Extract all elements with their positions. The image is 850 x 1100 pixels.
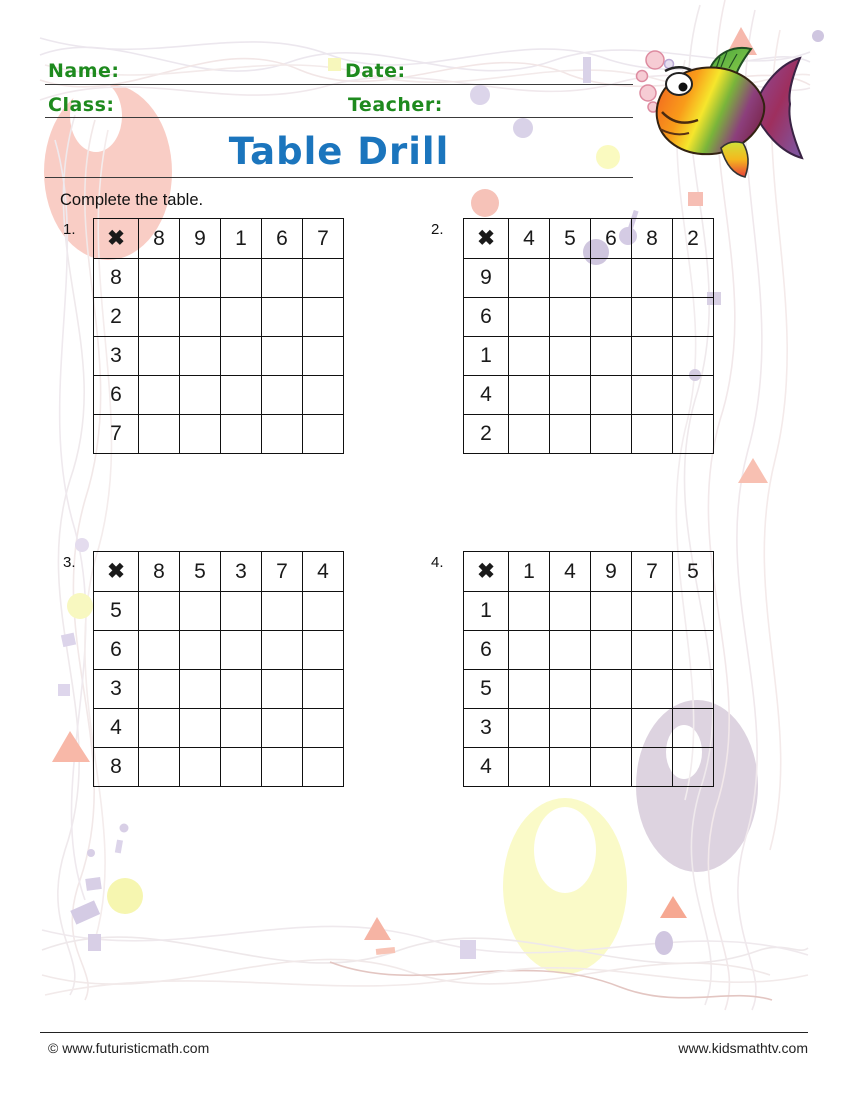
answer-cell[interactable]: [632, 670, 673, 709]
col-header-cell: 8: [139, 219, 180, 259]
answer-cell[interactable]: [673, 592, 714, 631]
answer-cell[interactable]: [221, 592, 262, 631]
answer-cell[interactable]: [550, 376, 591, 415]
answer-cell[interactable]: [591, 592, 632, 631]
drill-table-3: [93, 551, 344, 787]
answer-cell[interactable]: [673, 337, 714, 376]
times-symbol: ✖: [94, 219, 139, 259]
row-header-cell: 3: [464, 709, 509, 748]
answer-cell[interactable]: [591, 415, 632, 454]
answer-cell[interactable]: [139, 631, 180, 670]
answer-cell[interactable]: [673, 415, 714, 454]
answer-cell[interactable]: [550, 259, 591, 298]
row-header-cell: 1: [464, 592, 509, 631]
col-header-cell: 7: [632, 552, 673, 592]
answer-cell[interactable]: [180, 709, 221, 748]
answer-cell[interactable]: [139, 415, 180, 454]
row-header-cell: 6: [464, 631, 509, 670]
instruction-text: Complete the table.: [60, 191, 204, 209]
page-title: Table Drill: [228, 130, 450, 173]
footer-right-credit: www.kidsmathtv.com: [678, 1040, 808, 1056]
row-header-cell: 8: [94, 259, 139, 298]
answer-cell[interactable]: [303, 670, 344, 709]
answer-cell[interactable]: [509, 415, 550, 454]
class-label: Class:: [48, 94, 115, 116]
answer-cell[interactable]: [303, 415, 344, 454]
answer-cell[interactable]: [509, 337, 550, 376]
answer-cell[interactable]: [550, 337, 591, 376]
times-symbol: ✖: [464, 552, 509, 592]
answer-cell[interactable]: [303, 748, 344, 787]
col-header-cell: 6: [591, 219, 632, 259]
answer-cell[interactable]: [180, 631, 221, 670]
answer-cell[interactable]: [509, 631, 550, 670]
number-zero-balloons: [44, 80, 758, 974]
answer-cell[interactable]: [221, 670, 262, 709]
col-header-cell: 8: [632, 219, 673, 259]
answer-cell[interactable]: [591, 376, 632, 415]
col-header-cell: 2: [673, 219, 714, 259]
answer-cell[interactable]: [591, 298, 632, 337]
answer-cell[interactable]: [632, 259, 673, 298]
answer-cell[interactable]: [632, 337, 673, 376]
row-header-cell: 3: [94, 337, 139, 376]
worksheet-number-4: 4.: [431, 554, 444, 571]
answer-cell[interactable]: [221, 259, 262, 298]
answer-cell[interactable]: [673, 631, 714, 670]
answer-cell[interactable]: [139, 337, 180, 376]
row-header-cell: 4: [464, 376, 509, 415]
answer-cell[interactable]: [550, 592, 591, 631]
teacher-label: Teacher:: [348, 94, 443, 116]
answer-cell[interactable]: [139, 376, 180, 415]
answer-cell[interactable]: [180, 376, 221, 415]
answer-cell[interactable]: [591, 670, 632, 709]
answer-cell[interactable]: [550, 415, 591, 454]
answer-cell[interactable]: [139, 259, 180, 298]
answer-cell[interactable]: [591, 631, 632, 670]
row-header-cell: 4: [94, 709, 139, 748]
fish-illustration: [624, 40, 814, 182]
times-symbol: ✖: [464, 219, 509, 259]
answer-cell[interactable]: [673, 670, 714, 709]
name-label: Name:: [48, 60, 120, 82]
answer-cell[interactable]: [221, 631, 262, 670]
answer-cell[interactable]: [591, 748, 632, 787]
answer-cell[interactable]: [550, 298, 591, 337]
drill-table-4: [463, 551, 714, 787]
row-header-cell: 2: [94, 298, 139, 337]
answer-cell[interactable]: [262, 337, 303, 376]
answer-cell[interactable]: [221, 748, 262, 787]
answer-cell[interactable]: [632, 748, 673, 787]
answer-cell[interactable]: [221, 709, 262, 748]
answer-cell[interactable]: [180, 337, 221, 376]
answer-cell[interactable]: [262, 592, 303, 631]
answer-cell[interactable]: [509, 298, 550, 337]
answer-cell[interactable]: [550, 670, 591, 709]
col-header-cell: 9: [180, 219, 221, 259]
answer-cell[interactable]: [673, 748, 714, 787]
answer-cell[interactable]: [221, 298, 262, 337]
answer-cell[interactable]: [262, 415, 303, 454]
answer-cell[interactable]: [591, 709, 632, 748]
answer-cell[interactable]: [550, 631, 591, 670]
answer-cell[interactable]: [632, 631, 673, 670]
answer-cell[interactable]: [221, 415, 262, 454]
answer-cell[interactable]: [632, 415, 673, 454]
col-header-cell: 4: [509, 219, 550, 259]
answer-cell[interactable]: [180, 259, 221, 298]
row-header-cell: 6: [94, 376, 139, 415]
answer-cell[interactable]: [303, 298, 344, 337]
answer-cell[interactable]: [221, 337, 262, 376]
answer-cell[interactable]: [673, 376, 714, 415]
col-header-cell: 5: [180, 552, 221, 592]
row-header-cell: 5: [94, 592, 139, 631]
worksheet-number-1: 1.: [63, 221, 76, 238]
answer-cell[interactable]: [673, 298, 714, 337]
answer-cell[interactable]: [303, 592, 344, 631]
times-symbol: ✖: [94, 552, 139, 592]
answer-cell[interactable]: [591, 259, 632, 298]
answer-cell[interactable]: [139, 670, 180, 709]
footer-divider: [40, 1032, 808, 1033]
row-header-cell: 9: [464, 259, 509, 298]
row-header-cell: 6: [94, 631, 139, 670]
answer-cell[interactable]: [262, 259, 303, 298]
answer-cell[interactable]: [509, 748, 550, 787]
answer-cell[interactable]: [303, 259, 344, 298]
row-header-cell: 8: [94, 748, 139, 787]
answer-cell[interactable]: [591, 337, 632, 376]
answer-cell[interactable]: [673, 259, 714, 298]
answer-cell[interactable]: [180, 748, 221, 787]
answer-cell[interactable]: [139, 592, 180, 631]
row-header-cell: 3: [94, 670, 139, 709]
row-header-cell: 7: [94, 415, 139, 454]
date-label: Date:: [345, 60, 406, 82]
col-header-cell: 1: [509, 552, 550, 592]
worksheet-number-3: 3.: [63, 554, 76, 571]
drill-table-2: [463, 218, 714, 454]
answer-cell[interactable]: [509, 376, 550, 415]
col-header-cell: 1: [221, 219, 262, 259]
answer-cell[interactable]: [509, 259, 550, 298]
answer-cell[interactable]: [139, 748, 180, 787]
answer-cell[interactable]: [632, 298, 673, 337]
answer-cell[interactable]: [262, 376, 303, 415]
answer-cell[interactable]: [303, 337, 344, 376]
answer-cell[interactable]: [509, 670, 550, 709]
row-header-cell: 2: [464, 415, 509, 454]
answer-cell[interactable]: [180, 415, 221, 454]
col-header-cell: 5: [550, 219, 591, 259]
answer-cell[interactable]: [673, 709, 714, 748]
answer-cell[interactable]: [632, 592, 673, 631]
col-header-cell: 7: [303, 219, 344, 259]
class-teacher-line: [45, 117, 633, 118]
col-header-cell: 4: [303, 552, 344, 592]
answer-cell[interactable]: [221, 376, 262, 415]
row-header-cell: 1: [464, 337, 509, 376]
answer-cell[interactable]: [632, 376, 673, 415]
answer-cell[interactable]: [180, 670, 221, 709]
answer-cell[interactable]: [632, 709, 673, 748]
col-header-cell: 9: [591, 552, 632, 592]
answer-cell[interactable]: [303, 631, 344, 670]
answer-cell[interactable]: [509, 709, 550, 748]
answer-cell[interactable]: [262, 631, 303, 670]
answer-cell[interactable]: [139, 709, 180, 748]
answer-cell[interactable]: [262, 709, 303, 748]
row-header-cell: 6: [464, 298, 509, 337]
answer-cell[interactable]: [262, 298, 303, 337]
footer-left-credit: © www.futuristicmath.com: [48, 1040, 210, 1056]
worksheet-number-2: 2.: [431, 221, 444, 238]
col-header-cell: 6: [262, 219, 303, 259]
col-header-cell: 5: [673, 552, 714, 592]
drill-table-1: [93, 218, 344, 454]
col-header-cell: 7: [262, 552, 303, 592]
title-underline: [45, 177, 633, 178]
answer-cell[interactable]: [180, 298, 221, 337]
col-header-cell: 3: [221, 552, 262, 592]
answer-cell[interactable]: [262, 670, 303, 709]
answer-cell[interactable]: [303, 376, 344, 415]
answer-cell[interactable]: [139, 298, 180, 337]
row-header-cell: 5: [464, 670, 509, 709]
answer-cell[interactable]: [509, 592, 550, 631]
answer-cell[interactable]: [550, 748, 591, 787]
col-header-cell: 8: [139, 552, 180, 592]
answer-cell[interactable]: [550, 709, 591, 748]
col-header-cell: 4: [550, 552, 591, 592]
answer-cell[interactable]: [180, 592, 221, 631]
answer-cell[interactable]: [303, 709, 344, 748]
answer-cell[interactable]: [262, 748, 303, 787]
row-header-cell: 4: [464, 748, 509, 787]
name-date-line: [45, 84, 633, 85]
